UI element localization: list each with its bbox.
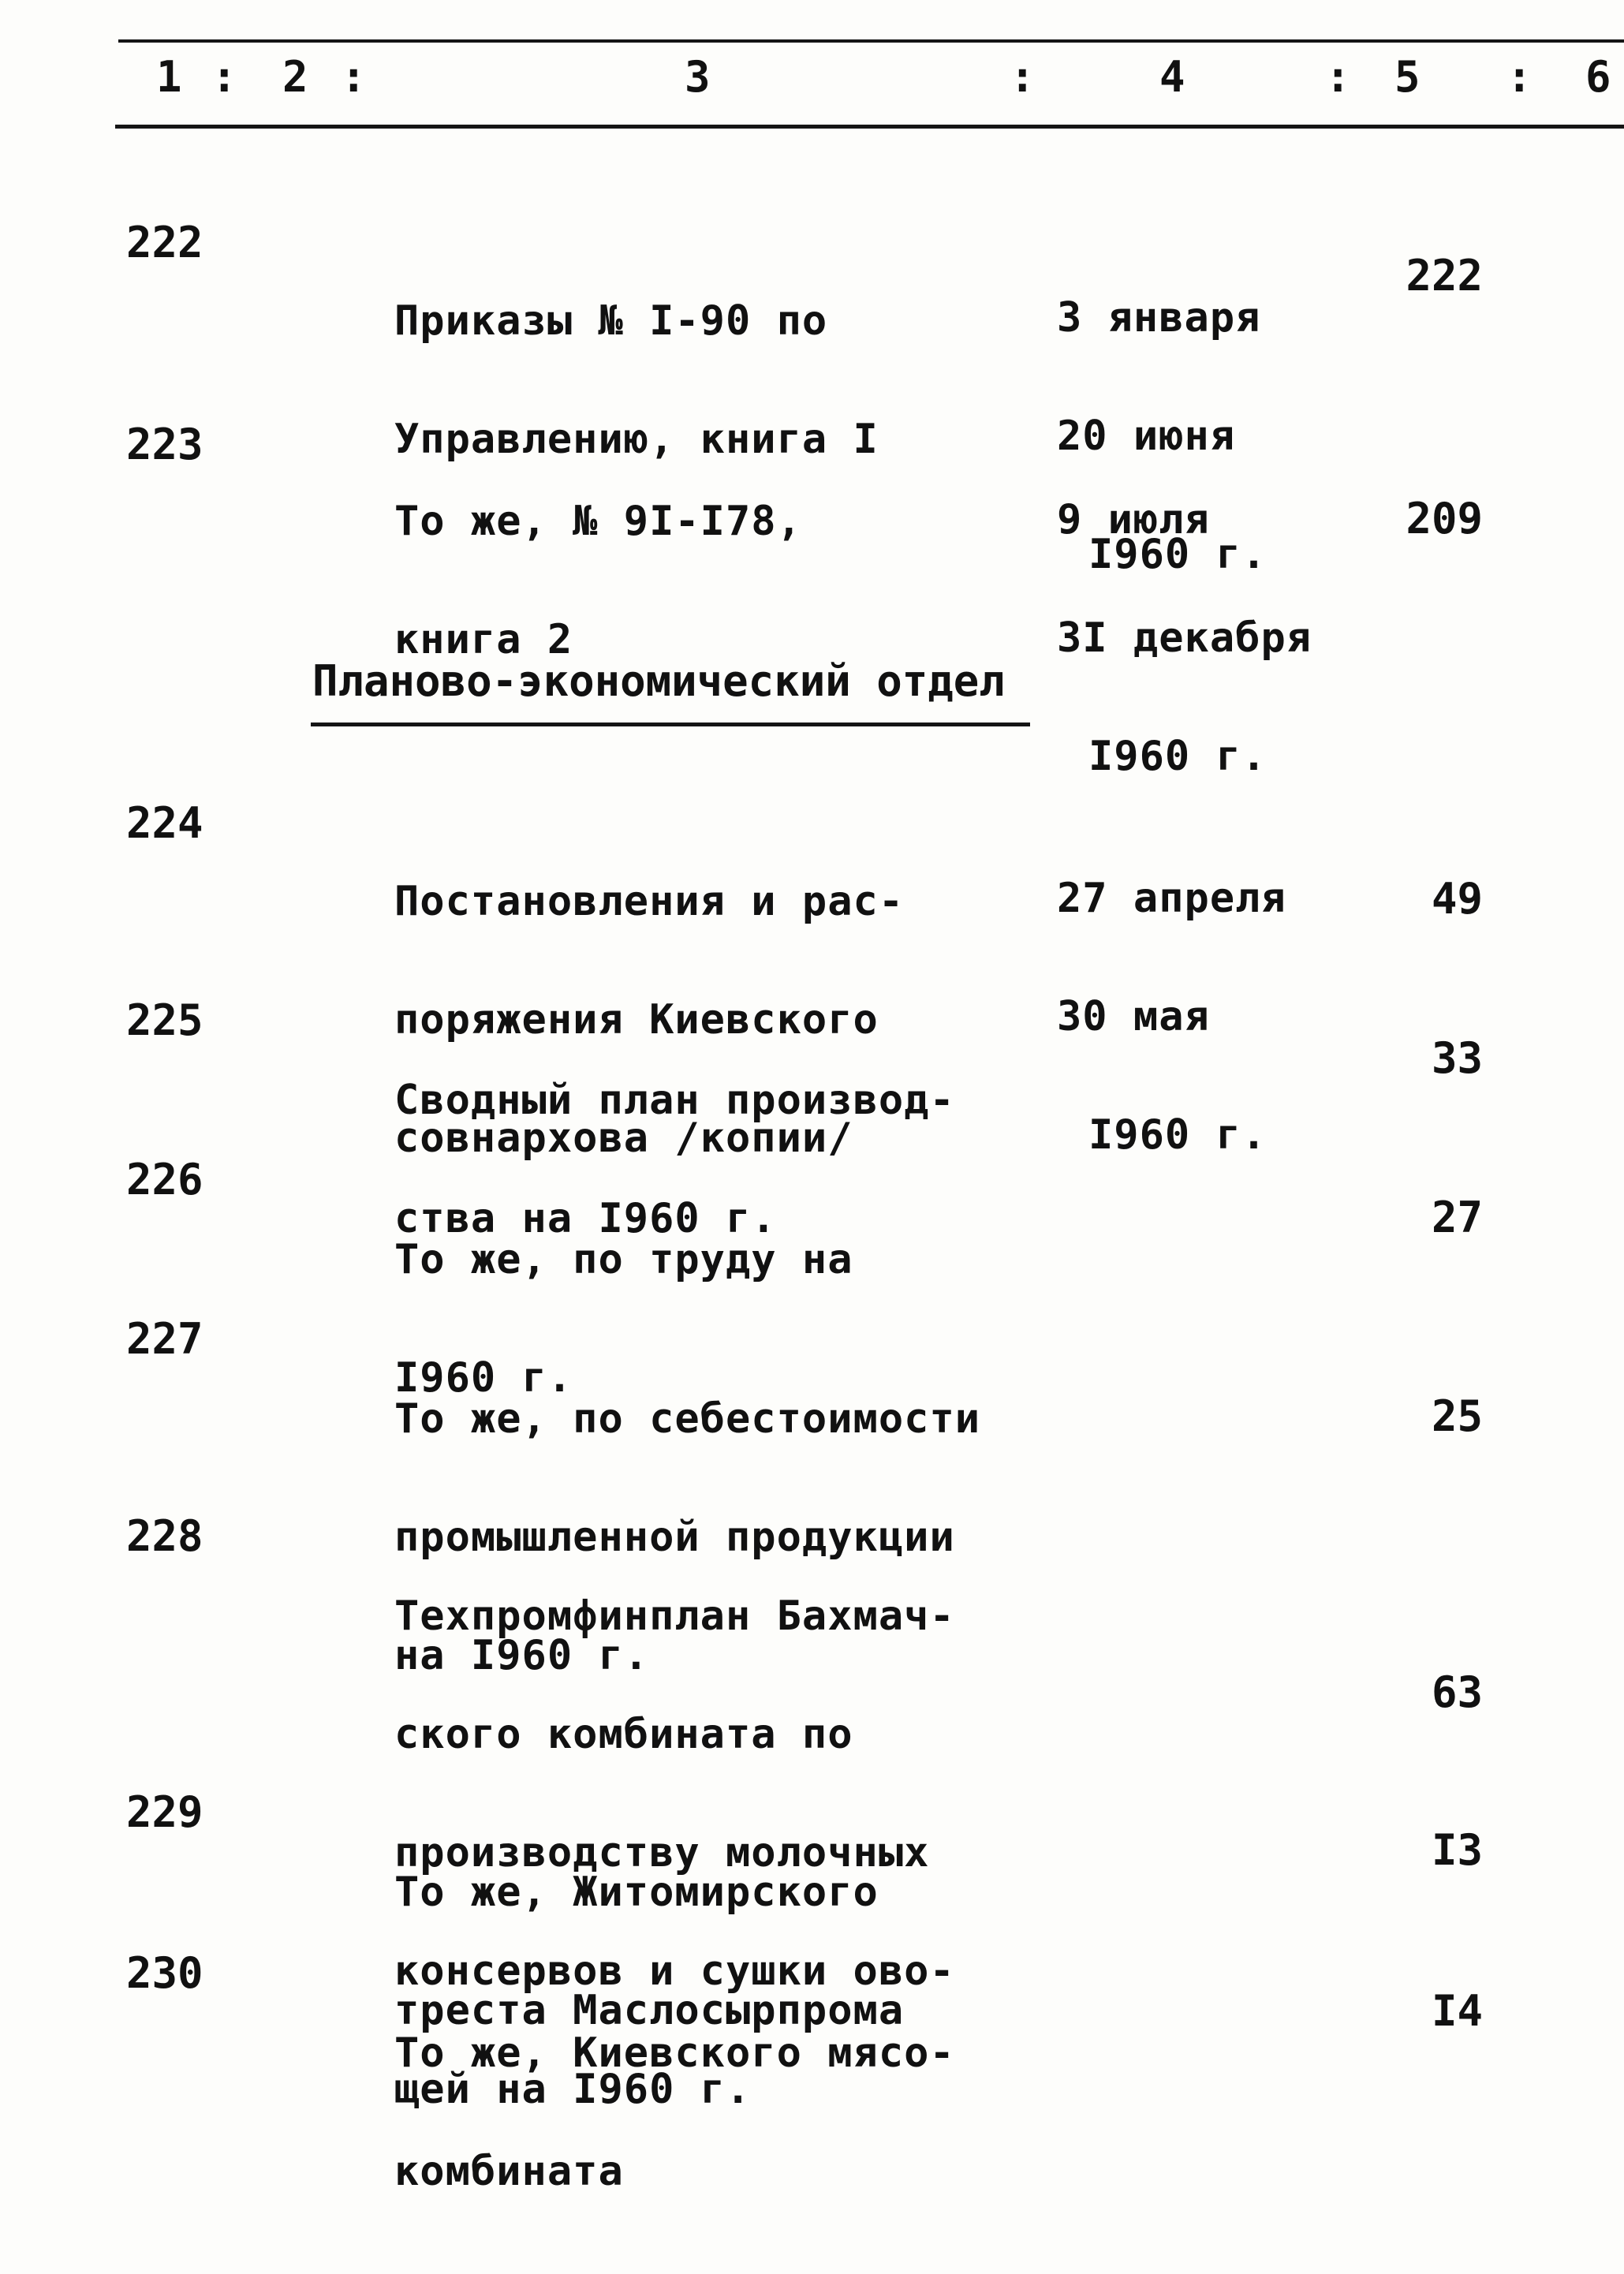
title-line: То же, Житомирского <box>394 1869 879 1916</box>
row-count: I4 <box>1431 1986 1483 2036</box>
date-line: I960 г. <box>1088 531 1267 578</box>
date-line: 27 апреля <box>1057 875 1286 922</box>
row-dates <box>1057 800 1286 1234</box>
header-col-6: 6 <box>1585 52 1611 102</box>
title-line: производству молочных <box>394 1829 930 1876</box>
title-line: Управлению, книга I <box>394 416 879 463</box>
title-line: Постановления и рас- <box>394 878 905 925</box>
header-sep: : <box>341 52 367 102</box>
title-line: Техпромфинплан Бахмач- <box>394 1593 955 1640</box>
header-col-3: 3 <box>685 52 711 102</box>
header-col-2: 2 <box>282 52 308 102</box>
header-col-1: 1 <box>156 52 182 102</box>
row-number: 229 <box>126 1787 203 1837</box>
title-line: То же, по себестоимости <box>394 1395 981 1443</box>
section-underline <box>311 723 1030 726</box>
header-sep: : <box>1506 52 1533 102</box>
date-line: 30 мая <box>1057 993 1210 1040</box>
header-col-4: 4 <box>1159 52 1185 102</box>
row-count: 27 <box>1431 1193 1483 1242</box>
title-line: ского комбината по <box>394 1711 853 1758</box>
title-line: ства на I960 г. <box>394 1195 777 1242</box>
title-line: книга 2 <box>394 616 573 663</box>
header-sep: : <box>211 52 237 102</box>
row-count: 33 <box>1431 1033 1483 1083</box>
title-line: комбината <box>394 2148 624 2195</box>
title-line: поряжения Киевского <box>394 996 879 1044</box>
date-line: I960 г. <box>1088 733 1267 780</box>
title-line: То же, № 9I-I78, <box>394 498 802 545</box>
title-line: промышленной продукции <box>394 1514 955 1561</box>
date-line: 20 июня <box>1057 413 1236 460</box>
date-line: 3 января <box>1057 294 1261 342</box>
title-line: треста Маслосырпрома <box>394 1987 905 2034</box>
header-top-rule <box>118 39 1624 43</box>
title-line: I960 г. <box>394 1354 573 1402</box>
row-dates <box>1057 421 1312 855</box>
date-line: 3I декабря <box>1057 614 1312 662</box>
title-line: совнархова /копии/ <box>394 1115 853 1162</box>
header-bottom-rule <box>115 125 1624 129</box>
title-line: То же, по труду на <box>394 1236 853 1283</box>
header-sep: : <box>1325 52 1351 102</box>
row-number: 226 <box>126 1155 203 1204</box>
row-count: 25 <box>1431 1391 1483 1441</box>
section-title: Планово-экономический отдел <box>312 656 1005 706</box>
row-count: 222 <box>1406 251 1483 301</box>
date-line: I960 г. <box>1088 1111 1267 1159</box>
title-line: Сводный план производ- <box>394 1077 955 1124</box>
title-line: Приказы № I-90 по <box>394 297 828 345</box>
row-number: 222 <box>126 218 203 267</box>
row-count: 209 <box>1406 494 1483 543</box>
header-col-5: 5 <box>1394 52 1421 102</box>
title-line: консервов и сушки ово- <box>394 1947 955 1995</box>
title-line: щей на I960 г. <box>394 2066 752 2113</box>
title-line: То же, Киевского мясо- <box>394 2029 955 2077</box>
row-number: 230 <box>126 1948 203 1998</box>
row-number: 223 <box>126 420 203 469</box>
row-number: 227 <box>126 1314 203 1364</box>
row-count: I3 <box>1431 1825 1483 1875</box>
header-sep: : <box>1010 52 1036 102</box>
row-title <box>394 1955 955 2270</box>
title-line: на I960 г. <box>394 1632 650 1679</box>
row-number: 228 <box>126 1511 203 1561</box>
row-count: 63 <box>1431 1667 1483 1717</box>
row-number: 225 <box>126 995 203 1045</box>
date-line: 9 июля <box>1057 496 1210 543</box>
row-number: 224 <box>126 798 203 848</box>
row-count: 49 <box>1431 874 1483 924</box>
